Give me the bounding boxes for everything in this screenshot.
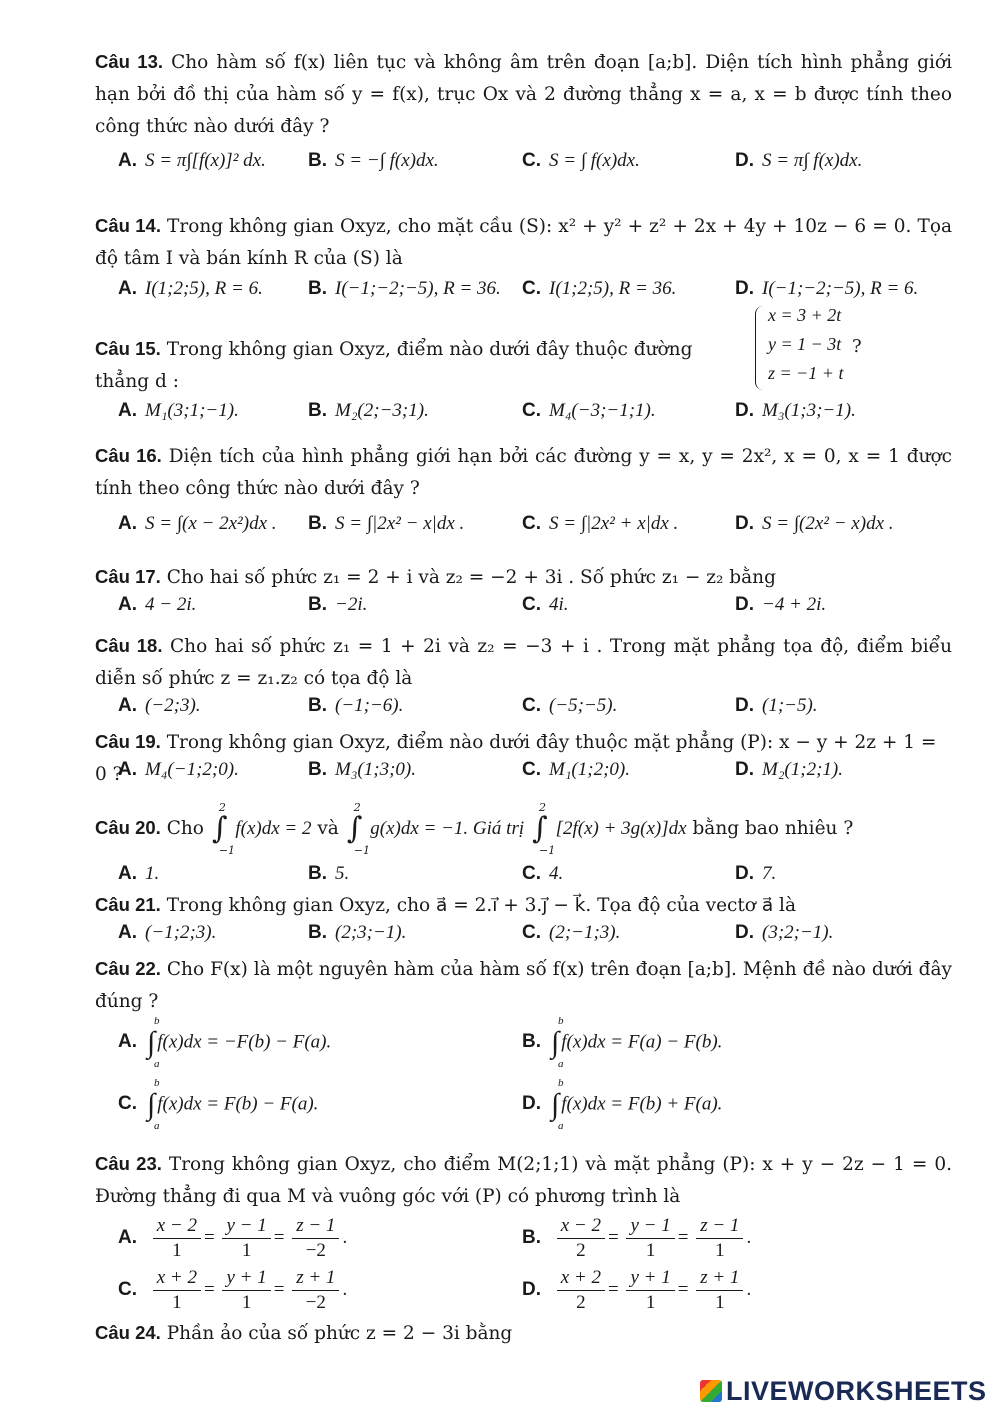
option-letter: B. bbox=[308, 513, 327, 534]
integral-sign: ∫ 2 −1 bbox=[211, 801, 236, 857]
numerator: z + 1 bbox=[696, 1266, 743, 1291]
question-label: Câu 19. bbox=[95, 731, 161, 752]
q16-option-d[interactable] bbox=[735, 513, 894, 535]
q16-option-b[interactable] bbox=[308, 513, 464, 535]
option-text: M₂(1;2;1). bbox=[762, 759, 843, 780]
question-22 bbox=[95, 953, 952, 1018]
denominator: 1 bbox=[715, 1240, 725, 1261]
fraction bbox=[557, 1266, 605, 1315]
q19-option-d[interactable] bbox=[735, 759, 843, 781]
option-text: 1. bbox=[145, 863, 160, 884]
q17-option-b[interactable] bbox=[308, 594, 367, 616]
q19-option-c[interactable] bbox=[522, 759, 630, 781]
option-text: M₄(−3;−1;1). bbox=[549, 400, 656, 421]
fraction bbox=[626, 1266, 674, 1315]
option-letter: A. bbox=[118, 695, 137, 716]
denominator: 1 bbox=[715, 1292, 725, 1313]
question-label: Câu 16. bbox=[95, 445, 162, 466]
option-letter: D. bbox=[735, 150, 754, 171]
q20-option-d[interactable] bbox=[735, 863, 776, 885]
system-brace bbox=[755, 306, 764, 390]
option-letter: D. bbox=[735, 863, 754, 884]
question-21 bbox=[95, 889, 952, 922]
question-17 bbox=[95, 561, 952, 594]
denominator: 2 bbox=[576, 1292, 586, 1313]
option-text: 4 − 2i. bbox=[145, 594, 197, 615]
q15-option-b[interactable] bbox=[308, 400, 429, 422]
option-text: I(1;2;5), R = 36. bbox=[549, 278, 677, 299]
question-15 bbox=[95, 333, 740, 398]
option-letter: B. bbox=[308, 278, 327, 299]
question-stem: Cho hai số phức z₁ = 2 + i và z₂ = −2 + 3i . Số phức z₁ − z₂ bằng bbox=[166, 567, 776, 588]
option-text: S = ∫(2x² − x)dx . bbox=[762, 513, 894, 534]
q15-option-d[interactable] bbox=[735, 400, 856, 422]
option-letter: C. bbox=[522, 922, 541, 943]
denominator: 1 bbox=[645, 1292, 656, 1313]
option-letter: A. bbox=[118, 1031, 137, 1053]
option-letter: D. bbox=[735, 922, 754, 943]
fraction bbox=[292, 1266, 339, 1315]
fraction bbox=[557, 1214, 605, 1263]
option-letter: A. bbox=[118, 863, 137, 884]
question-13 bbox=[95, 46, 952, 143]
q16-option-a[interactable] bbox=[118, 513, 277, 535]
question-label: Câu 24. bbox=[95, 1322, 161, 1343]
stem-part: và bbox=[317, 818, 339, 839]
denominator: 1 bbox=[172, 1292, 182, 1313]
q20-option-c[interactable] bbox=[522, 863, 563, 885]
option-letter: D. bbox=[735, 400, 754, 421]
denominator: 1 bbox=[241, 1292, 252, 1313]
denominator: 1 bbox=[645, 1240, 656, 1261]
question-stem: Trong không gian Oxyz, điểm nào dưới đây thuộc đường thẳng d : bbox=[95, 339, 693, 392]
q21-option-c[interactable] bbox=[522, 922, 620, 944]
integral-sign: ∫ b a bbox=[551, 1077, 564, 1132]
option-letter: C. bbox=[522, 400, 541, 421]
option-letter: C. bbox=[522, 278, 541, 299]
liveworksheets-logo bbox=[700, 1376, 987, 1407]
option-letter: B. bbox=[308, 594, 327, 615]
q23-option-a[interactable]: A. $\frac{x - 2}{1}$ = $\frac{y - 1}{1}$ = $\frac{z - 1}{-2}$ . bbox=[118, 1215, 348, 1261]
option-text: S = −∫ f(x)dx. bbox=[335, 150, 439, 171]
denominator: −2 bbox=[305, 1240, 326, 1261]
option-text: (−5;−5). bbox=[549, 695, 618, 716]
equation-x: x = 3 + 2t bbox=[768, 305, 842, 325]
numerator: y + 1 bbox=[626, 1266, 674, 1291]
integral-sign: ∫ b a bbox=[147, 1015, 160, 1070]
option-text: (3;2;−1). bbox=[762, 922, 834, 943]
option-text: f(x)dx = −F(b) − F(a). bbox=[157, 1031, 332, 1053]
q13-option-a[interactable] bbox=[118, 150, 266, 172]
question-stem: Cho hàm số f(x) liên tục và không âm trên đoạn [a;b]. Diện tích hình phẳng giới hạn bởi đồ thị của hàm số y = f(x), trục Ox và 2 đường thẳng x = a, x = b được tính theo công thức nào dưới đây ? bbox=[95, 52, 952, 137]
question-stem: Trong không gian Oxyz, cho a⃗ = 2.i⃗ + 3.j⃗ − k⃗. Tọa độ của vectơ a⃗ là bbox=[166, 895, 796, 916]
question-label: Câu 15. bbox=[95, 338, 161, 359]
question-mark: ? bbox=[852, 336, 862, 357]
option-text: S = ∫|2x² + x|dx . bbox=[549, 513, 679, 534]
option-letter: D. bbox=[522, 1093, 541, 1115]
option-text: S = π∫ f(x)dx. bbox=[762, 150, 863, 171]
question-label: Câu 21. bbox=[95, 894, 161, 915]
question-stem: Cho F(x) là một nguyên hàm của hàm số f(x) trên đoạn [a;b]. Mệnh đề nào dưới đây đúng ? bbox=[95, 959, 952, 1012]
option-letter: A. bbox=[118, 922, 137, 943]
numerator: x + 2 bbox=[153, 1266, 201, 1291]
option-letter: A. bbox=[118, 513, 137, 534]
fraction bbox=[292, 1214, 339, 1263]
q22-option-a[interactable] bbox=[118, 1015, 332, 1070]
q23-option-c[interactable]: C. $\frac{x + 2}{1}$ = $\frac{y + 1}{1}$ = $\frac{z + 1}{-2}$ . bbox=[118, 1267, 348, 1313]
question-label: Câu 13. bbox=[95, 51, 164, 72]
question-label: Câu 18. bbox=[95, 635, 163, 656]
fraction bbox=[696, 1214, 743, 1263]
fraction bbox=[626, 1214, 674, 1263]
option-letter: C. bbox=[522, 594, 541, 615]
option-letter: D. bbox=[735, 278, 754, 299]
equation-z: z = −1 + t bbox=[768, 363, 844, 383]
q20-option-a[interactable] bbox=[118, 863, 159, 885]
option-text: M₃(1;3;0). bbox=[335, 759, 416, 780]
question-label: Câu 23. bbox=[95, 1153, 162, 1174]
q14-option-a[interactable] bbox=[118, 278, 263, 300]
question-stem: Phần ảo của số phức z = 2 − 3i bằng bbox=[166, 1323, 513, 1344]
option-text: S = π∫[f(x)]² dx. bbox=[145, 150, 266, 171]
q14-option-d[interactable] bbox=[735, 278, 918, 300]
option-letter: C. bbox=[522, 150, 541, 171]
q17-option-c[interactable] bbox=[522, 594, 569, 616]
numerator: x − 2 bbox=[557, 1214, 605, 1239]
numerator: x + 2 bbox=[557, 1266, 605, 1291]
numerator: z + 1 bbox=[292, 1266, 339, 1291]
q17-option-a[interactable] bbox=[118, 594, 196, 616]
question-24 bbox=[95, 1317, 952, 1350]
option-text: (2;3;−1). bbox=[335, 922, 407, 943]
option-letter: C. bbox=[522, 759, 541, 780]
numerator: z − 1 bbox=[292, 1214, 339, 1239]
option-letter: D. bbox=[735, 594, 754, 615]
option-text: 7. bbox=[762, 863, 777, 884]
option-letter: B. bbox=[308, 150, 327, 171]
option-letter: C. bbox=[522, 695, 541, 716]
numerator: y − 1 bbox=[626, 1214, 674, 1239]
q18-option-d[interactable] bbox=[735, 695, 818, 717]
line-equation-system bbox=[768, 305, 843, 392]
option-letter: B. bbox=[522, 1031, 541, 1053]
integral-sign: ∫ b a bbox=[551, 1015, 564, 1070]
option-text: M₂(2;−3;1). bbox=[335, 400, 429, 421]
option-letter: B. bbox=[308, 922, 327, 943]
question-14 bbox=[95, 210, 952, 275]
option-letter: B. bbox=[308, 863, 327, 884]
option-letter: B. bbox=[308, 695, 327, 716]
option-letter: A. bbox=[118, 1226, 137, 1248]
question-stem: Trong không gian Oxyz, điểm nào dưới đây thuộc mặt phẳng (P): x − y + 2z + 1 = 0 ? bbox=[95, 732, 937, 785]
integral-sign: ∫ b a bbox=[147, 1077, 160, 1132]
numerator: z − 1 bbox=[696, 1214, 743, 1239]
option-text: f(x)dx = F(a) − F(b). bbox=[561, 1031, 723, 1053]
denominator: −2 bbox=[305, 1292, 326, 1313]
option-text: 4i. bbox=[549, 594, 569, 615]
option-letter: C. bbox=[118, 1278, 137, 1300]
option-letter: B. bbox=[308, 400, 327, 421]
q15-option-a[interactable] bbox=[118, 400, 239, 422]
logo-text: LIVEWORKSHEETS bbox=[726, 1376, 987, 1406]
option-text: (−1;2;3). bbox=[145, 922, 217, 943]
option-text: f(x)dx = F(b) − F(a). bbox=[157, 1093, 319, 1115]
option-letter: D. bbox=[735, 513, 754, 534]
fraction bbox=[153, 1266, 201, 1315]
numerator: x − 2 bbox=[153, 1214, 201, 1239]
q21-option-d[interactable] bbox=[735, 922, 833, 944]
option-text: (−1;−6). bbox=[335, 695, 404, 716]
question-stem: Diện tích của hình phẳng giới hạn bởi các đường y = x, y = 2x², x = 0, x = 1 được tính theo công thức nào dưới đây ? bbox=[95, 446, 952, 499]
q13-option-b[interactable] bbox=[308, 150, 439, 172]
question-18 bbox=[95, 630, 952, 695]
question-stem: Trong không gian Oxyz, cho mặt cầu (S): x² + y² + z² + 2x + 4y + 10z − 6 = 0. Tọa độ tâm I và bán kính R của (S) là bbox=[95, 216, 952, 269]
q16-option-c[interactable] bbox=[522, 513, 678, 535]
question-stem: Cho hai số phức z₁ = 1 + 2i và z₂ = −3 + i . Trong mặt phẳng tọa độ, điểm biểu diễn số phức z = z₁.z₂ có tọa độ là bbox=[95, 636, 952, 689]
option-text: S = ∫(x − 2x²)dx . bbox=[145, 513, 277, 534]
question-stem: Trong không gian Oxyz, cho điểm M(2;1;1) và mặt phẳng (P): x + y − 2z − 1 = 0. Đường thẳng đi qua M và vuông góc với (P) có phương trình là bbox=[95, 1154, 952, 1207]
option-text: 5. bbox=[335, 863, 350, 884]
option-letter: B. bbox=[522, 1226, 541, 1248]
option-text: I(−1;−2;−5), R = 6. bbox=[762, 278, 919, 299]
option-text: (1;−5). bbox=[762, 695, 818, 716]
q18-option-c[interactable] bbox=[522, 695, 617, 717]
integral-expression: f(x)dx = 2 bbox=[235, 818, 312, 839]
integral-sign: ∫ 2 −1 bbox=[532, 801, 556, 857]
option-letter: A. bbox=[118, 150, 137, 171]
option-letter: D. bbox=[735, 759, 754, 780]
option-text: M₄(−1;2;0). bbox=[145, 759, 239, 780]
denominator: 1 bbox=[241, 1240, 252, 1261]
question-label: Câu 22. bbox=[95, 958, 161, 979]
option-text: (−2;3). bbox=[145, 695, 201, 716]
integral-sign: ∫ 2 −1 bbox=[346, 801, 370, 857]
fraction bbox=[222, 1266, 270, 1315]
question-20 bbox=[95, 801, 952, 857]
option-letter: C. bbox=[118, 1093, 137, 1115]
option-text: M₃(1;3;−1). bbox=[762, 400, 856, 421]
denominator: 1 bbox=[172, 1240, 182, 1261]
option-text: f(x)dx = F(b) + F(a). bbox=[561, 1093, 723, 1115]
option-text: S = ∫|2x² − x|dx . bbox=[335, 513, 465, 534]
integral-expression: [2f(x) + 3g(x)]dx bbox=[555, 818, 687, 839]
denominator: 2 bbox=[576, 1240, 586, 1261]
q15-option-c[interactable] bbox=[522, 400, 656, 422]
option-letter: C. bbox=[522, 863, 541, 884]
option-letter: A. bbox=[118, 759, 137, 780]
option-text: M₁(3;1;−1). bbox=[145, 400, 239, 421]
q18-option-b[interactable] bbox=[308, 695, 403, 717]
fraction bbox=[696, 1266, 743, 1315]
equation-y: y = 1 − 3t bbox=[768, 334, 842, 354]
q22-option-b[interactable] bbox=[522, 1015, 723, 1070]
question-label: Câu 14. bbox=[95, 215, 161, 236]
option-letter: A. bbox=[118, 278, 137, 299]
option-letter: C. bbox=[522, 513, 541, 534]
q19-option-a[interactable] bbox=[118, 759, 239, 781]
option-text: M₁(1;2;0). bbox=[549, 759, 630, 780]
numerator: y + 1 bbox=[222, 1266, 270, 1291]
logo-icon bbox=[700, 1380, 722, 1402]
q14-option-c[interactable] bbox=[522, 278, 676, 300]
question-label: Câu 20. bbox=[95, 817, 161, 838]
fraction bbox=[222, 1214, 270, 1263]
stem-part: bằng bao nhiêu ? bbox=[692, 818, 854, 839]
q20-option-b[interactable] bbox=[308, 863, 349, 885]
q22-option-c[interactable] bbox=[118, 1077, 319, 1132]
option-text: −4 + 2i. bbox=[762, 594, 827, 615]
question-label: Câu 17. bbox=[95, 566, 161, 587]
q22-option-d[interactable] bbox=[522, 1077, 723, 1132]
option-text: −2i. bbox=[335, 594, 368, 615]
q13-option-d[interactable] bbox=[735, 150, 862, 172]
option-letter: A. bbox=[118, 594, 137, 615]
option-letter: B. bbox=[308, 759, 327, 780]
integral-expression: g(x)dx = −1. Giá trị bbox=[370, 818, 525, 839]
option-text: I(−1;−2;−5), R = 36. bbox=[335, 278, 501, 299]
option-letter: A. bbox=[118, 400, 137, 421]
numerator: y − 1 bbox=[222, 1214, 270, 1239]
option-letter: D. bbox=[522, 1278, 541, 1300]
question-23 bbox=[95, 1148, 952, 1213]
option-text: S = ∫ f(x)dx. bbox=[549, 150, 640, 171]
option-text: I(1;2;5), R = 6. bbox=[145, 278, 263, 299]
q18-option-a[interactable] bbox=[118, 695, 201, 717]
option-letter: D. bbox=[735, 695, 754, 716]
stem-part: Cho bbox=[166, 818, 204, 839]
question-16 bbox=[95, 440, 952, 505]
q14-option-b[interactable] bbox=[308, 278, 501, 300]
fraction bbox=[153, 1214, 201, 1263]
option-text: (2;−1;3). bbox=[549, 922, 621, 943]
option-text: 4. bbox=[549, 863, 564, 884]
q17-option-d[interactable] bbox=[735, 594, 826, 616]
q21-option-b[interactable] bbox=[308, 922, 406, 944]
q19-option-b[interactable] bbox=[308, 759, 416, 781]
q23-option-d[interactable]: D. $\frac{x + 2}{2}$ = $\frac{y + 1}{1}$ = $\frac{z + 1}{1}$ . bbox=[522, 1267, 752, 1313]
q13-option-c[interactable] bbox=[522, 150, 640, 172]
q23-option-b[interactable]: B. $\frac{x - 2}{2}$ = $\frac{y - 1}{1}$ = $\frac{z - 1}{1}$ . bbox=[522, 1215, 752, 1261]
q21-option-a[interactable] bbox=[118, 922, 216, 944]
